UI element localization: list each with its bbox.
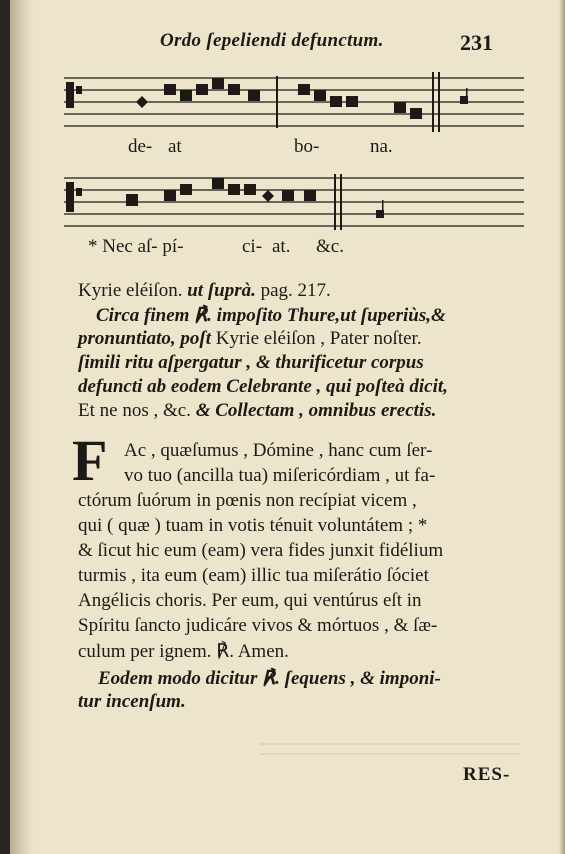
- rubric-line-3: [78, 328, 422, 350]
- chant1-syllable-1: de-: [128, 136, 153, 157]
- rubric-line-1-rest: pag. 217.: [255, 280, 331, 301]
- rubric-line-1: [78, 280, 331, 302]
- prayer-line-4: qui ( quæ ) tuam in votis ténuit voluntátem ; *: [78, 515, 428, 536]
- prayer-line-5: & ſicut hic eum (eam) vera fides junxit fidélium: [78, 540, 444, 561]
- chant2-syllable-4: &c.: [316, 236, 344, 257]
- chant2-syllable-3: at.: [272, 236, 291, 257]
- chant2-syllable-1: * Nec aſ- pí-: [88, 236, 184, 257]
- rubric-line-1-italic: ut ſuprà.: [187, 280, 256, 301]
- running-title: Ordo ſepeliendi defunctum.: [160, 30, 384, 51]
- catchword: RES-: [463, 764, 511, 785]
- chant-staff-2: [64, 172, 524, 232]
- drop-capital: F: [72, 428, 108, 493]
- page-gutter: [10, 0, 34, 854]
- prayer-line-2: vo tuo (ancilla tua) miſericórdiam , ut fa-: [124, 465, 436, 486]
- rubric-line-6: [78, 400, 436, 422]
- show-through-marks: [260, 738, 520, 766]
- prayer-line-6: turmis , ita eum (eam) illic tua miſerátio ſóciet: [78, 565, 429, 586]
- rubric-line-2: Circa finem ℟. impoſito Thure,ut ſuperiùs,&: [96, 305, 446, 326]
- closing-rubric-line-2: tur incenſum.: [78, 691, 186, 712]
- prayer-line-8: Spíritu ſancto judicáre vivos & mórtuos , & ſæ-: [78, 615, 438, 636]
- chant1-syllable-4: na.: [370, 136, 393, 157]
- closing-rubric-line-1: Eodem modo dicitur ℟. ſequens , & imponi-: [98, 668, 441, 689]
- chant1-syllable-2: at: [168, 136, 182, 157]
- chant-staff-1: [64, 72, 524, 132]
- rubric-line-3-italic: pronuntiato, poſt: [78, 328, 212, 349]
- prayer-line-3: ctórum ſuórum in pœnis non recípiat vicem ,: [78, 490, 417, 511]
- page-edge: [559, 0, 565, 854]
- rubric-line-3-roman: Kyrie eléiſon , Pater noſter.: [211, 328, 422, 349]
- rubric-line-4: ſimili ritu aſpergatur , & thurificetur corpus: [78, 352, 424, 373]
- rubric-line-6-roman: Et ne nos , &c.: [78, 400, 196, 421]
- chant1-syllable-3: bo-: [294, 136, 320, 157]
- rubric-line-1-roman: Kyrie eléiſon.: [78, 280, 188, 301]
- prayer-line-7: Angélicis choris. Per eum, qui ventúrus eſt in: [78, 590, 422, 611]
- chant2-syllable-2: ci-: [242, 236, 263, 257]
- prayer-line-1: Ac , quæſumus , Dómine , hanc cum ſer-: [124, 440, 433, 461]
- page-number: 231: [460, 30, 493, 55]
- rubric-line-6-italic: & Collectam , omnibus erectis.: [195, 400, 437, 421]
- book-page: [10, 0, 565, 854]
- prayer-line-9: culum per ignem. ℟. Amen.: [78, 641, 289, 662]
- rubric-line-5: defuncti ab eodem Celebrante , qui poſteà dicit,: [78, 376, 448, 397]
